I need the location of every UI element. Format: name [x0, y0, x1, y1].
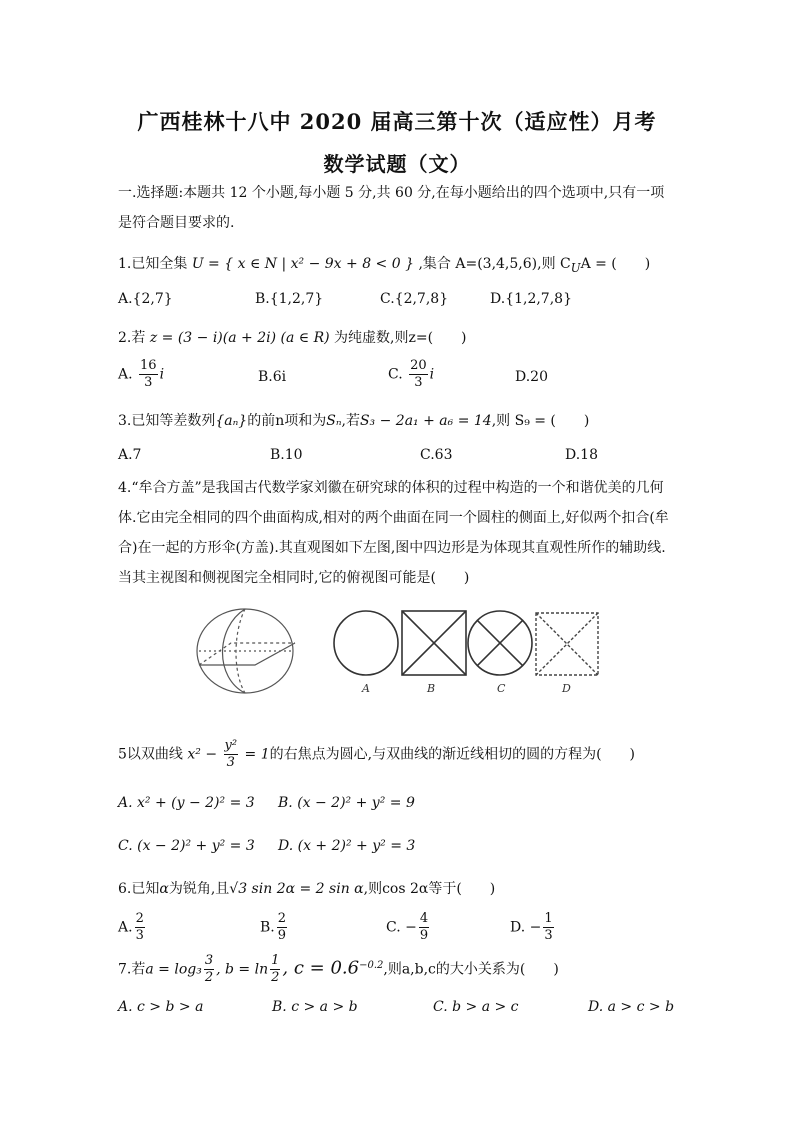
question-4: 4.“牟合方盖”是我国古代数学家刘徽在研究球的体积的过程中构造的一个和谐优美的几何体.它由完全相同的四个曲面构成,相对的两个曲面在同一个圆柱的侧面上,好似两个扣合(牟合)在一起的方形伞(方盖).其直观图如下左图,图中四边形是为体现其直观性所作的辅助线.当其主视图和侧视图完全相同时,它的俯视图可能是( ): [118, 480, 669, 586]
q2-option-d: D.20: [515, 369, 548, 385]
q3-mid2: ,若: [341, 413, 360, 429]
q6-option-a-label: A.: [118, 919, 133, 936]
q1-suffix2: A = ( ): [580, 256, 651, 272]
q4-label-d: D: [562, 682, 571, 695]
q6-option-b: [260, 911, 289, 944]
q1-prefix: 1.已知全集: [118, 256, 188, 272]
question-1: [118, 253, 650, 275]
q5-option-a: A. x² + (y − 2)² = 3: [118, 795, 255, 811]
q4-figures: [195, 603, 605, 705]
q1-option-a: A.{2,7}: [118, 291, 173, 307]
q2-option-a: A. $\frac{16}{3}$ i: [118, 358, 165, 390]
q7-frac-b: $\frac{1}{2}$: [271, 953, 280, 985]
q6-math: α: [159, 881, 169, 897]
q6-option-d-label: D. −: [510, 919, 542, 936]
q5-option-c: C. (x − 2)² + y² = 3: [118, 838, 255, 854]
q6-option-b-label: B.: [260, 919, 275, 936]
q4-figure-c: [468, 611, 532, 675]
mouhefanggai-figure: [197, 609, 295, 693]
q3-option-b: B.10: [270, 447, 303, 463]
q7-exp: −0.2: [359, 959, 384, 971]
question-5: [118, 738, 635, 771]
q6-prefix: 6.已知: [118, 881, 160, 897]
q1-sub: U: [570, 260, 581, 275]
q6-option-b-frac: $\frac{2}{9}$: [277, 911, 287, 943]
q3-math2: Sₙ: [326, 413, 342, 429]
q7-math-c: , c = 0.6: [282, 957, 360, 979]
q3-math: {aₙ}: [215, 413, 248, 429]
q3-suffix: ,则 S₉ = ( ): [491, 413, 590, 429]
q3-math3: S₃ − 2a₁ + a₆ = 14: [359, 413, 492, 429]
q6-option-a: [118, 911, 147, 944]
q2-option-c-label: C.: [388, 366, 403, 383]
question-2: [118, 327, 467, 347]
q6-option-c-label: C. −: [386, 919, 417, 936]
q5-suffix: 的右焦点为圆心,与双曲线的渐近线相切的圆的方程为( ): [269, 746, 636, 763]
q6-option-c-frac: $\frac{4}{9}$: [419, 911, 429, 943]
q5-math: x² −: [187, 746, 218, 763]
q4-label-b: B: [427, 682, 436, 695]
q7-option-c: C. b > a > c: [433, 999, 519, 1015]
q1-math: U = { x ∈ N | x² − 9x + 8 < 0 }: [191, 256, 415, 272]
q7-frac-a: $\frac{3}{2}$: [204, 953, 214, 985]
question-7: [118, 953, 559, 986]
q3-option-a: A.7: [118, 447, 142, 463]
q6-option-d-frac: $\frac{1}{3}$: [544, 911, 553, 943]
q3-option-c: C.63: [420, 447, 453, 463]
q2-suffix: 为纯虚数,则z=( ): [334, 330, 467, 346]
q6-option-a-frac: $\frac{2}{3}$: [135, 911, 144, 943]
q4-figure-a: [334, 611, 398, 675]
q3-option-d: D.18: [565, 447, 598, 463]
q7-prefix: 7.若: [118, 961, 146, 978]
exam-subtitle: 数学试题（文）: [323, 152, 471, 176]
q4-label-c: C: [497, 682, 506, 695]
q1-option-b: B.{1,2,7}: [255, 291, 324, 307]
q3-prefix: 3.已知等差数列: [118, 413, 216, 429]
question-3: [118, 410, 589, 430]
q1-option-c: C.{2,7,8}: [380, 291, 449, 307]
section-intro: 一.选择题:本题共 12 个小题,每小题 5 分,共 60 分,在每小题给出的四个选项中,只有一项是符合题目要求的.: [118, 185, 665, 231]
q2-option-c: C. $\frac{20}{3}$ i: [388, 358, 435, 390]
q1-option-d: D.{1,2,7,8}: [490, 291, 572, 307]
q7-option-d: D. a > c > b: [588, 999, 675, 1015]
q2-option-b: B.6i: [258, 369, 287, 385]
q5-frac: $\frac{\text{y²}}{3}$: [224, 738, 238, 770]
q5-option-b: B. (x − 2)² + y² = 9: [278, 795, 415, 811]
q6-mid: 为锐角,且: [168, 881, 230, 897]
q1-suffix: ,集合 A=(3,4,5,6),则 C: [418, 256, 571, 272]
q5-prefix: 5以双曲线: [118, 746, 183, 763]
q4-figure-d: [536, 613, 598, 675]
q5-math-tail: = 1: [244, 746, 270, 763]
q4-label-a: A: [362, 682, 370, 695]
q7-suffix: ,则a,b,c的大小关系为( ): [383, 961, 559, 978]
q5-option-d: D. (x + 2)² + y² = 3: [278, 838, 416, 854]
q6-option-c: [386, 911, 431, 944]
q7-option-a: A. c > b > a: [118, 999, 204, 1015]
question-6: [118, 878, 495, 898]
q3-mid: 的前n项和为: [247, 413, 327, 429]
q2-option-a-label: A.: [118, 366, 133, 383]
exam-title: 广西桂林十八中 2020 届高三第十次（适应性）月考: [137, 109, 657, 134]
q2-option-c-frac: $\frac{20}{3}$: [410, 358, 427, 390]
q6-option-d: [510, 911, 556, 944]
q2-prefix: 2.若: [118, 330, 146, 346]
q7-math-b: , b = ln: [216, 961, 269, 978]
q7-option-b: B. c > a > b: [272, 999, 358, 1015]
q2-option-a-frac: $\frac{16}{3}$: [140, 358, 157, 390]
q7-math-a: a = log₃: [145, 961, 202, 978]
q6-suffix: ,则cos 2α等于( ): [363, 881, 496, 897]
q4-figure-b: [402, 611, 466, 675]
q6-math2: √3 sin 2α = 2 sin α: [229, 881, 364, 897]
q2-math: z = (3 − i)(a + 2i) (a ∈ R): [149, 330, 330, 346]
